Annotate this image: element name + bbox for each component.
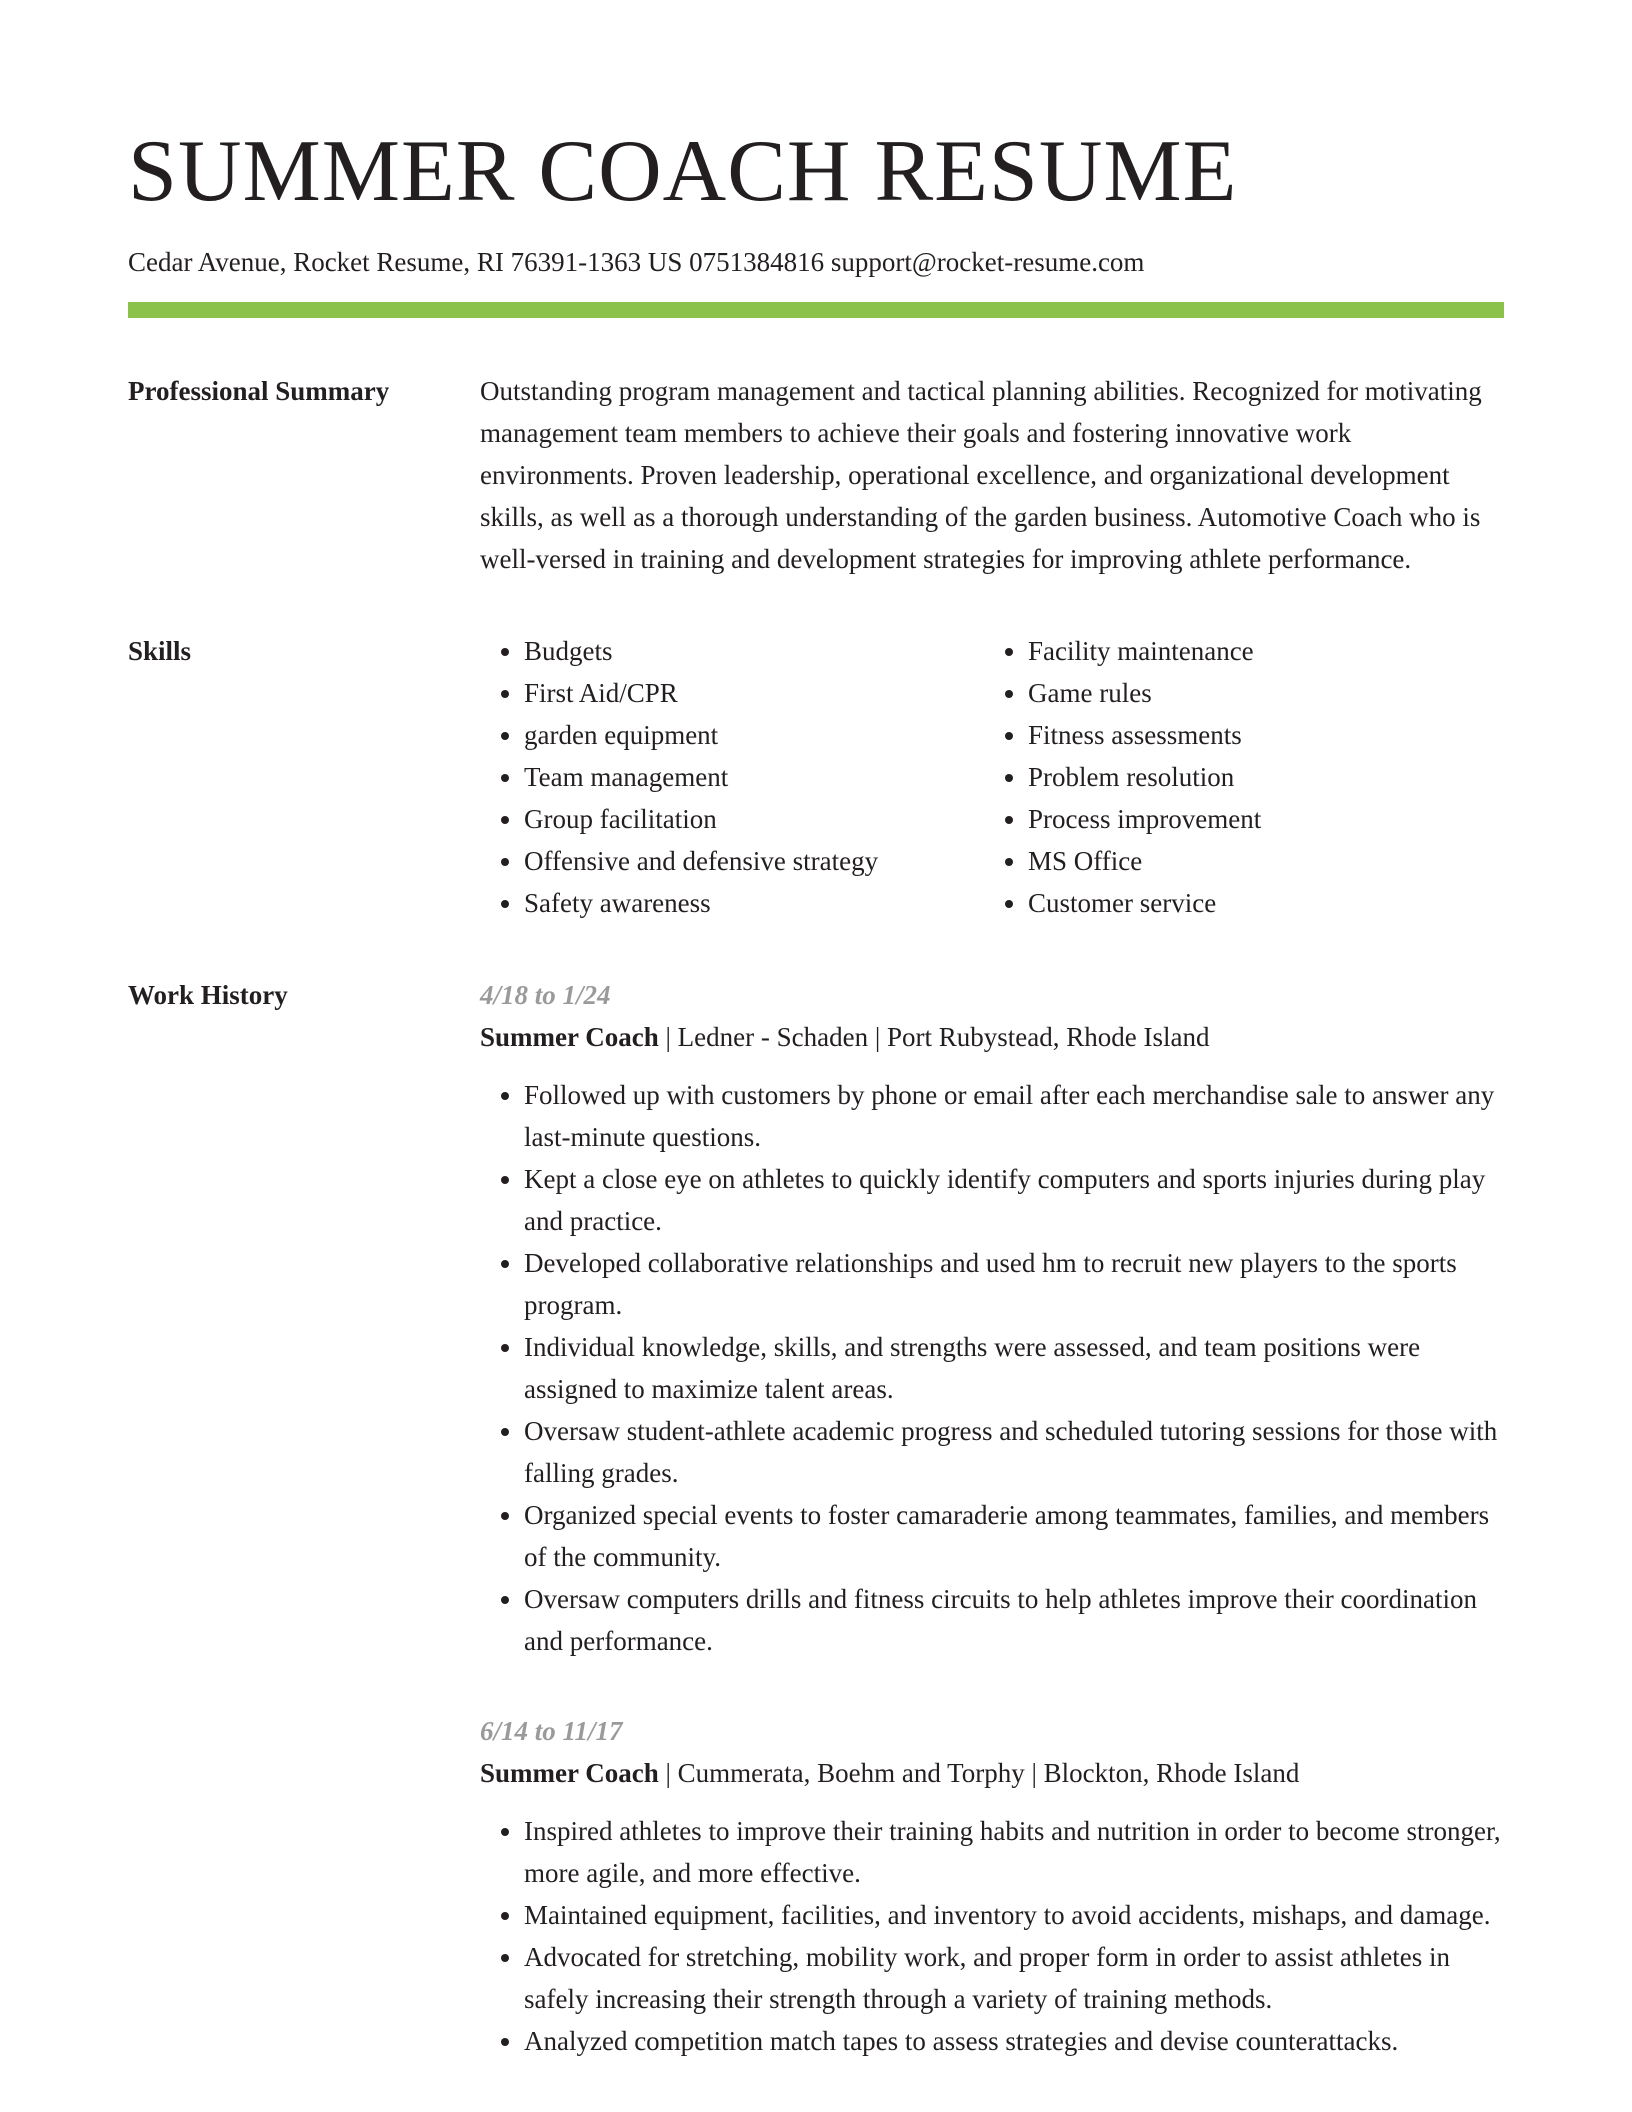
job-bullet: • Individual knowledge, skills, and strengths were assessed, and team positions were assigned to maximize talent areas. [524,1326,1504,1410]
separator: | [658,1758,678,1788]
job-entry [480,1710,1504,2062]
skill-item: • First Aid/CPR [524,672,984,714]
skill-item: • Customer service [1028,882,1488,924]
skills-list-right [984,630,1488,924]
job-bullet: • Inspired athletes to improve their training habits and nutrition in order to become stronger, more agile, and more effective. [524,1810,1504,1894]
skill-item: • MS Office [1028,840,1488,882]
skill-item: • Facility maintenance [1028,630,1488,672]
job-entry [480,974,1504,1662]
job-bullet: • Maintained equipment, facilities, and inventory to avoid accidents, mishaps, and damage. [524,1894,1504,1936]
header-divider [128,302,1504,318]
section-label-work-history: Work History [128,980,288,1010]
skill-item: • Game rules [1028,672,1488,714]
summary-text: Outstanding program management and tactical planning abilities. Recognized for motivating management team members to achieve their goals and fostering innovative work environments. Proven leadership, operational excellence, and organizational development skills, as well as a thorough understanding of the garden business. Automotive Coach who is well-versed in training and development strategies for improving athlete performance. [480,376,1482,574]
skill-item: • Fitness assessments [1028,714,1488,756]
job-bullet: • Oversaw computers drills and fitness circuits to help athletes improve their coordination and performance. [524,1578,1504,1662]
skill-item: • garden equipment [524,714,984,756]
contact-line: Cedar Avenue, Rocket Resume, RI 76391-1363 US 0751384816 support@rocket-resume.com [128,247,1145,277]
separator: | [658,1022,678,1052]
work-history-section [128,974,1504,2062]
skill-item: • Process improvement [1028,798,1488,840]
job-title: Summer Coach [480,1022,659,1052]
separator: | [1024,1758,1044,1788]
skill-item: • Problem resolution [1028,756,1488,798]
job-company: Ledner - Schaden [677,1022,869,1052]
job-bullet: • Followed up with customers by phone or email after each merchandise sale to answer any last-minute questions. [524,1074,1504,1158]
job-title: Summer Coach [480,1758,659,1788]
job-bullet: • Oversaw student-athlete academic progress and scheduled tutoring sessions for those with falling grades. [524,1410,1504,1494]
skills-list-left [480,630,984,924]
separator: | [868,1022,887,1052]
section-label-skills: Skills [128,636,192,666]
section-label-professional-summary: Professional Summary [128,376,390,406]
skill-item: • Group facilitation [524,798,984,840]
resume-title: SUMMER COACH RESUME [128,123,1238,220]
skill-item: • Budgets [524,630,984,672]
job-location: Port Rubystead, Rhode Island [886,1022,1210,1052]
job-dates: 4/18 to 1/24 [480,980,611,1010]
job-location: Blockton, Rhode Island [1043,1758,1300,1788]
skill-item: • Team management [524,756,984,798]
skill-item: • Safety awareness [524,882,984,924]
job-bullets [480,1074,1504,1662]
skill-item: • Offensive and defensive strategy [524,840,984,882]
job-bullet: • Advocated for stretching, mobility work, and proper form in order to assist athletes in safely increasing their strength through a variety of training methods. [524,1936,1504,2020]
job-dates: 6/14 to 11/17 [480,1716,623,1746]
job-title-line [480,1016,1504,1058]
job-bullet: • Organized special events to foster camaraderie among teammates, families, and members of the community. [524,1494,1504,1578]
professional-summary-section [128,370,1504,580]
job-bullet: • Kept a close eye on athletes to quickly identify computers and sports injuries during play and practice. [524,1158,1504,1242]
skills-section [128,630,1504,924]
job-bullet: • Analyzed competition match tapes to assess strategies and devise counterattacks. [524,2020,1504,2062]
job-title-line [480,1752,1504,1794]
job-bullets [480,1810,1504,2062]
job-company: Cummerata, Boehm and Torphy [677,1758,1025,1788]
resume-page [128,0,1504,2062]
job-bullet: • Developed collaborative relationships and used hm to recruit new players to the sports program. [524,1242,1504,1326]
